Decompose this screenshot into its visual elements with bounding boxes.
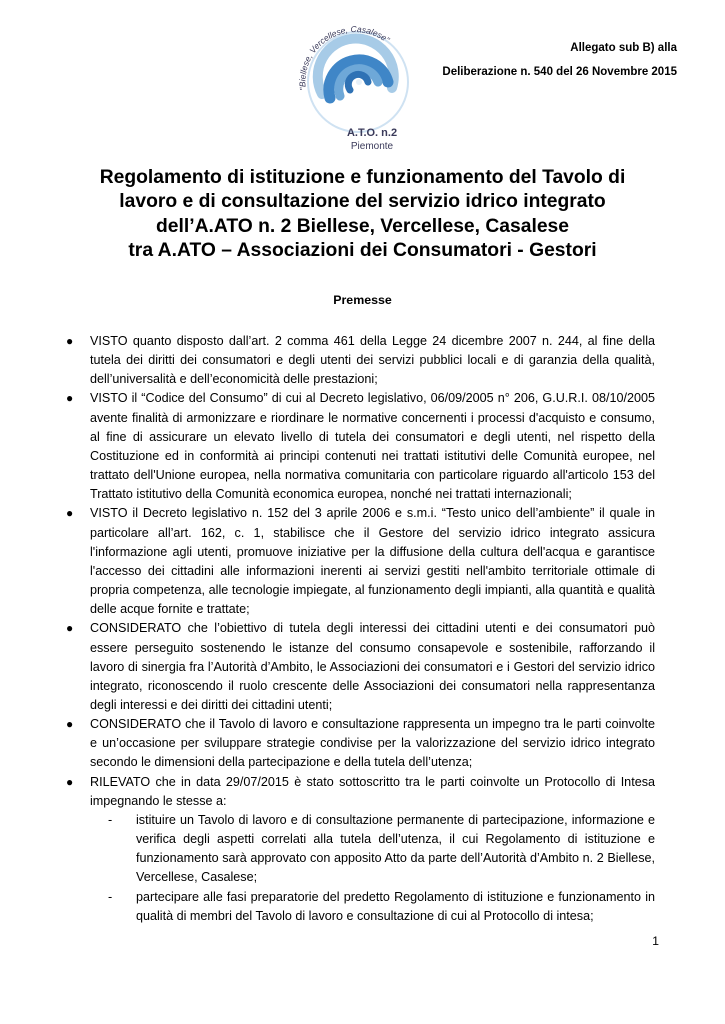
swirl-graphic bbox=[308, 32, 408, 132]
logo-name: A.T.O. n.2 bbox=[346, 127, 398, 139]
list-item-text: CONSIDERATO che il Tavolo di lavoro e consultazione rappresenta un impegno tra le parti coinvolte e un’occasione per sviluppare strategie condivise per la valorizzazione del servizio idrico integrato secondo le dimensioni della partecipazione e della tutela dell’utenza; bbox=[90, 717, 655, 770]
page-number: 1 bbox=[652, 934, 659, 948]
sub-list-item bbox=[108, 888, 655, 926]
list-item bbox=[66, 389, 655, 504]
list-item-text: VISTO il Decreto legislativo n. 152 del 3 aprile 2006 e s.m.i. “Testo unico dell’ambiente” il quale in particolare all’art. 162, c. 1, stabilisce che il Gestore del servizio idrico integrato assicura l'informazione agli utenti, promuove iniziative per la diffusione della cultura dell'acqua e garantisce l'accesso dei cittadini alle informazioni inerenti ai servizi gestiti nell'ambito territoriale ottimale di propria competenza, alle tecnologie impiegate, al funzionamento degli impianti, alla quantità e qualità delle acque fornite e trattate; bbox=[90, 506, 655, 617]
list-item bbox=[66, 332, 655, 389]
bullet-icon: ● bbox=[66, 774, 74, 789]
dash-marker: - bbox=[108, 812, 113, 827]
attachment-label: Allegato sub B) alla bbox=[570, 42, 677, 54]
sub-list-item-text: partecipare alle fasi preparatorie del predetto Regolamento di istituzione e funzionamento in qualità di membri del Tavolo di lavoro e consultazione di cui al Protocollo di intesa; bbox=[136, 889, 655, 923]
title-line: lavoro e di consultazione del servizio idrico integrato bbox=[119, 191, 606, 213]
list-item-text: RILEVATO che in data 29/07/2015 è stato sottoscritto tra le parti coinvolte un Protocollo di Intesa impegnando le stesse a: bbox=[90, 774, 655, 808]
bullet-icon: ● bbox=[66, 506, 74, 521]
title-line: dell’A.ATO n. 2 Biellese, Vercellese, Casalese bbox=[156, 215, 569, 237]
bullet-icon: ● bbox=[66, 621, 74, 636]
bullet-icon: ● bbox=[66, 334, 74, 348]
logo-arc-text: "Biellese, Vercellese, Casalese" bbox=[297, 24, 392, 92]
list-item-text: CONSIDERATO che l’obiettivo di tutela degli interessi dei cittadini utenti e dei consumatori può essere perseguito sostenendo le istanze del consumo consapevole e sostenibile, rafforzando il lavoro di sinergia fra l’Autorità d’Ambito, le Associazioni dei consumatori e i Gestori del servizio idrico integrato, riconoscendo il ruolo crescente delle Associazioni dei consumatori nella rappresentanza degli interessi e dei diritti dei cittadini utenti; bbox=[90, 621, 655, 712]
document-title bbox=[40, 166, 685, 264]
section-heading-premesse: Premesse bbox=[333, 293, 392, 307]
title-line: tra A.ATO – Associazioni dei Consumatori - Gestori bbox=[128, 240, 597, 262]
list-item bbox=[66, 619, 655, 715]
deliberation-reference: Deliberazione n. 540 del 26 Novembre 2015 bbox=[442, 66, 677, 78]
sub-list-item bbox=[108, 811, 655, 888]
title-line: Regolamento di istituzione e funzionamento del Tavolo di bbox=[99, 167, 626, 188]
list-item bbox=[66, 504, 655, 619]
dash-marker: - bbox=[108, 889, 113, 904]
premesse-list bbox=[66, 332, 655, 926]
list-item-text: VISTO il “Codice del Consumo” di cui al Decreto legislativo, 06/09/2005 n° 206, G.U.R.I. 08/10/2005 avente finalità di armonizzare e riordinare le normative concernenti i processi d'acquisto e consumo, al fine di assicurare un elevato livello di tutela dei consumatori e degli utenti, nel rispetto della Costituzione ed in conformità ai principi contenuti nei trattati istitutivi delle Comunità europee, nel trattato dell'Unione europea, nella normativa comunitaria con particolare riguardo all'articolo 153 del Trattato istitutivo della Comunità economica europea, nonché nei trattati internazionali; bbox=[90, 391, 655, 502]
sub-list-item-text: istituire un Tavolo di lavoro e di consultazione permanente di partecipazione, informazione e verifica degli aspetti correlati alla tutela dell’utenza, il cui Regolamento di istituzione e funzionamento sarà approvato con apposito Atto da parte dell’Autorità d’Ambito n. 2 Biellese, Vercellese, Casalese; bbox=[136, 812, 655, 885]
list-item bbox=[66, 715, 655, 772]
list-item bbox=[66, 773, 655, 811]
ato-logo bbox=[292, 24, 418, 156]
bullet-icon: ● bbox=[66, 391, 74, 406]
bullet-icon: ● bbox=[66, 717, 74, 732]
logo-region: Piemonte bbox=[350, 141, 394, 152]
list-item-text: VISTO quanto disposto dall’art. 2 comma 461 della Legge 24 dicembre 2007 n. 244, al fine della tutela dei diritti dei consumatori e degli utenti dei servizi pubblici locali e di garanzia della qualità, dell’universalità e dell’economicità delle prestazioni; bbox=[90, 334, 655, 387]
